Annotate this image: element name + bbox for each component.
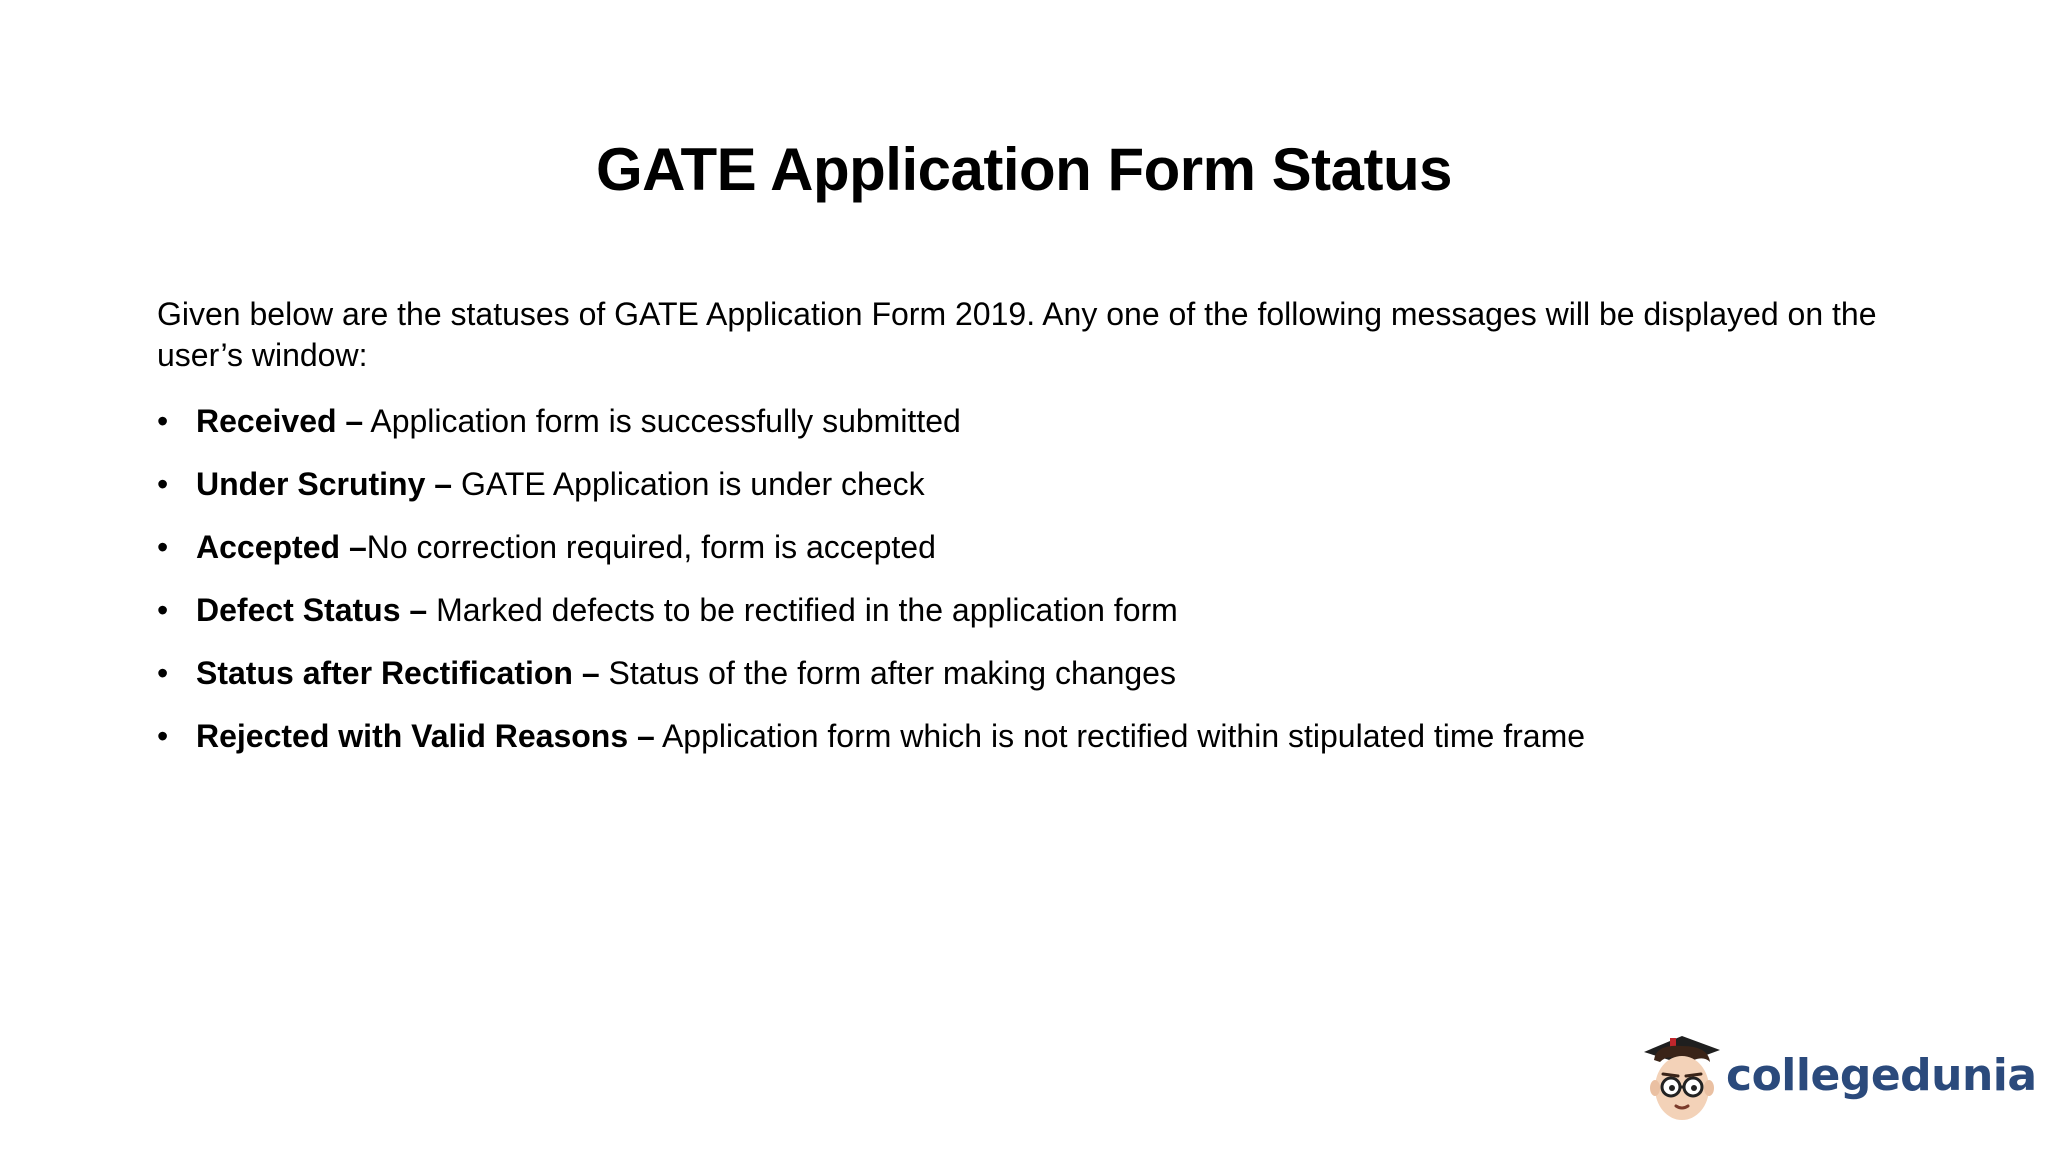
status-term: Accepted – (196, 529, 367, 565)
student-mascot-icon (1634, 1030, 1724, 1130)
list-item-accepted (157, 524, 1957, 587)
list-item-received (157, 398, 1957, 461)
status-term: Received – (196, 403, 364, 439)
list-item-under-scrutiny (157, 461, 1957, 524)
collegedunia-logo (1634, 1030, 2037, 1130)
status-description: No correction required, form is accepted (366, 529, 936, 565)
bullet-icon: • (157, 592, 169, 628)
status-description: Status of the form after making changes (599, 655, 1176, 691)
list-item-status-after-rectification (157, 650, 1957, 713)
bullet-icon: • (157, 403, 169, 439)
status-list (157, 398, 1957, 776)
status-description: Marked defects to be rectified in the application form (427, 592, 1178, 628)
status-term: Under Scrutiny – (196, 466, 453, 502)
bullet-icon: • (157, 529, 169, 565)
status-term: Status after Rectification – (196, 655, 600, 691)
page-title: GATE Application Form Status (595, 136, 1453, 203)
status-term: Defect Status – (196, 592, 428, 628)
bullet-icon: • (157, 655, 169, 691)
bullet-icon: • (157, 466, 169, 502)
status-term: Rejected with Valid Reasons – (196, 718, 655, 754)
status-description: GATE Application is under check (452, 466, 925, 502)
logo-wordmark: collegedunia (1726, 1050, 2037, 1101)
bullet-icon: • (157, 718, 169, 754)
list-item-defect-status (157, 587, 1957, 650)
status-description: Application form which is not rectified within stipulated time frame (654, 718, 1586, 754)
list-item-rejected (157, 713, 1957, 776)
status-description: Application form is successfully submitted (363, 403, 961, 439)
intro-paragraph: Given below are the statuses of GATE Application Form 2019. Any one of the following messages will be displayed on the user’s window: (157, 296, 1877, 373)
